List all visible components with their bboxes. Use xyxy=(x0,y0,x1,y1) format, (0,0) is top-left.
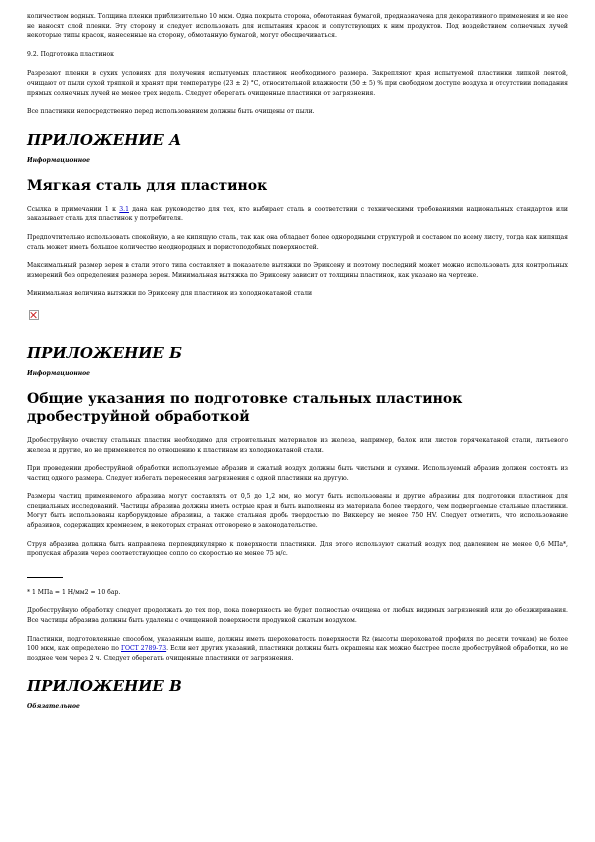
appendix-c-heading: ПРИЛОЖЕНИЕ В xyxy=(27,677,182,696)
figure-caption: Минимальная величина вытяжки по Эриксену для пластинок из холоднокатаной стали xyxy=(27,290,313,298)
text: дана как руководство для тех, кто выбирает сталь в соответствии с техническими требованиями национальных стандартов или заказывает сталь для пластинок у потребителя. xyxy=(27,205,568,223)
footnote: * 1 МПа = 1 Н/мм2 = 10 бар. xyxy=(27,588,121,596)
appendix-b-heading: ПРИЛОЖЕНИЕ Б xyxy=(27,343,182,362)
appendix-a-status: Информационное xyxy=(27,156,90,164)
paragraph: Все пластинки непосредственно перед использованием должны быть очищены от пыли. xyxy=(27,108,315,116)
paragraph: Максимальный размер зерен в стали этого типа составляет в показателе вытяжки по Эриксену и поэтому последний может можно использовать для контрольных измерений без определения размера зерен. Минимальная вытяжка по Эриксену зависит от толщины пластинок, как указано на чертеже. xyxy=(27,262,568,279)
paragraph: Струя абразива должна быть направлена перпендикулярно к поверхности пластинки. Для этого используют сжатый воздух под давлением не менее 0,6 МПа*, пропуская абразив через соответствующее сопло со скоростью не менее 75 м/с. xyxy=(27,540,568,558)
appendix-a-title: Мягкая сталь для пластинок xyxy=(27,177,268,194)
paragraph: Дробеструйную обработку следует продолжать до тех пор, пока поверхность не будет полностью очищена от любых видимых загрязнений или до обезжиривания. Все частицы абразива должны быть удалены с очищенной поверхности продувкой сжатым воздухом. xyxy=(27,607,568,625)
paragraph: Размеры частиц применяемого абразива могут составлять от 0,5 до 1,2 мм, но могут быть использованы и другие абразивы для подготовки пластинок для специальных исследований. Частицы абразива должны иметь острые края и быть выполнены из материала более твердого, чем подвергаемые стальные пластинки. Могут быть использованы карборундовые абразивы, а также стальная дробь твердостью по Виккерсу не менее 750 HV. Следует отметить, что использование абразивов, содержащих кремнезем, в некоторых странах отговорено в законодательстве. xyxy=(27,493,568,530)
text: . Если нет других указаний, пластинки должны быть окрашены как можно быстрее после дробеструйной обработки, но не позднее чем через 2 ч. Следует оберегать очищенные пластинки от загрязнения. xyxy=(27,645,568,662)
paragraph xyxy=(27,635,568,664)
appendix-b-status: Информационное xyxy=(27,369,90,377)
footnote-divider xyxy=(27,577,63,578)
paragraph: Предпочтительно использовать спокойную, а не кипящую сталь, так как она обладает более однородными структурой и составом по всему листу, тогда как кипящая сталь может иметь большое количество неоднородных и пористоподобных поверхностей. xyxy=(27,233,568,251)
section-heading: 9.2. Подготовка пластинок xyxy=(27,50,114,58)
text: Ссылка в примечании 1 к xyxy=(27,205,120,213)
paragraph: Разрезают пленки в сухих условиях для получения испытуемых пластинок необходимого размера. Закрепляют края испытуемой пластинки липкой лентой, очищают от пыли сухой тряпкой и хранят при температуре (23 ± 2) °С, относительной влажности (50 ± 5) % при свободном доступе воздуха и отсутствии попадания прямых солнечных лучей не менее трех недель. Следует оберегать очищенные пластинки от загрязнения. xyxy=(27,70,568,97)
appendix-c-status: Обязательное xyxy=(27,703,80,711)
broken-image-icon xyxy=(29,310,39,320)
clause-link[interactable]: 3.1 xyxy=(119,205,129,213)
paragraph: При проведении дробеструйной обработки используемые абразив и сжатый воздух должны быть чистыми и сухими. Используемый абразив должен состоять из частиц одного размера. Следует избегать перенесения загрязнения с одной пластинки на другую. xyxy=(27,465,568,482)
gost-link[interactable]: ГОСТ 2789-73 xyxy=(120,645,167,653)
appendix-b-title: Общие указания по подготовке стальных пластинок дробеструйной обработкой xyxy=(27,390,463,425)
paragraph xyxy=(27,205,568,224)
paragraph: количеством водных. Толщина пленки приблизительно 10 мкм. Одна покрыта сторона, обмотанная бумагой, предназначена для декоративного применения и не нее не наносят слой пленки. Эту сторону и следует использовать для испытания красок и сопутствующих к ним продуктов. Под воздействием солнечных лучей некоторые типы красок, нанесенные на сторону, обмотанную бумагой, могут обесцвечиваться. xyxy=(27,13,568,40)
appendix-a-heading: ПРИЛОЖЕНИЕ А xyxy=(27,130,182,149)
text: Пластинки, подготовленные способом, указанным выше, должны иметь шероховатость поверхности Rz (высоты шероховатой профиля по десяти точкам) не более 100 мкм, как определено по xyxy=(27,635,568,653)
paragraph: Дробеструйную очистку стальных пластин необходимо для строительных материалов из железа, например, балок или листов горячекатаной стали, литьевого железа и другие, но не применяется по отношению к пластинам из холоднокатаной стали. xyxy=(27,436,568,454)
